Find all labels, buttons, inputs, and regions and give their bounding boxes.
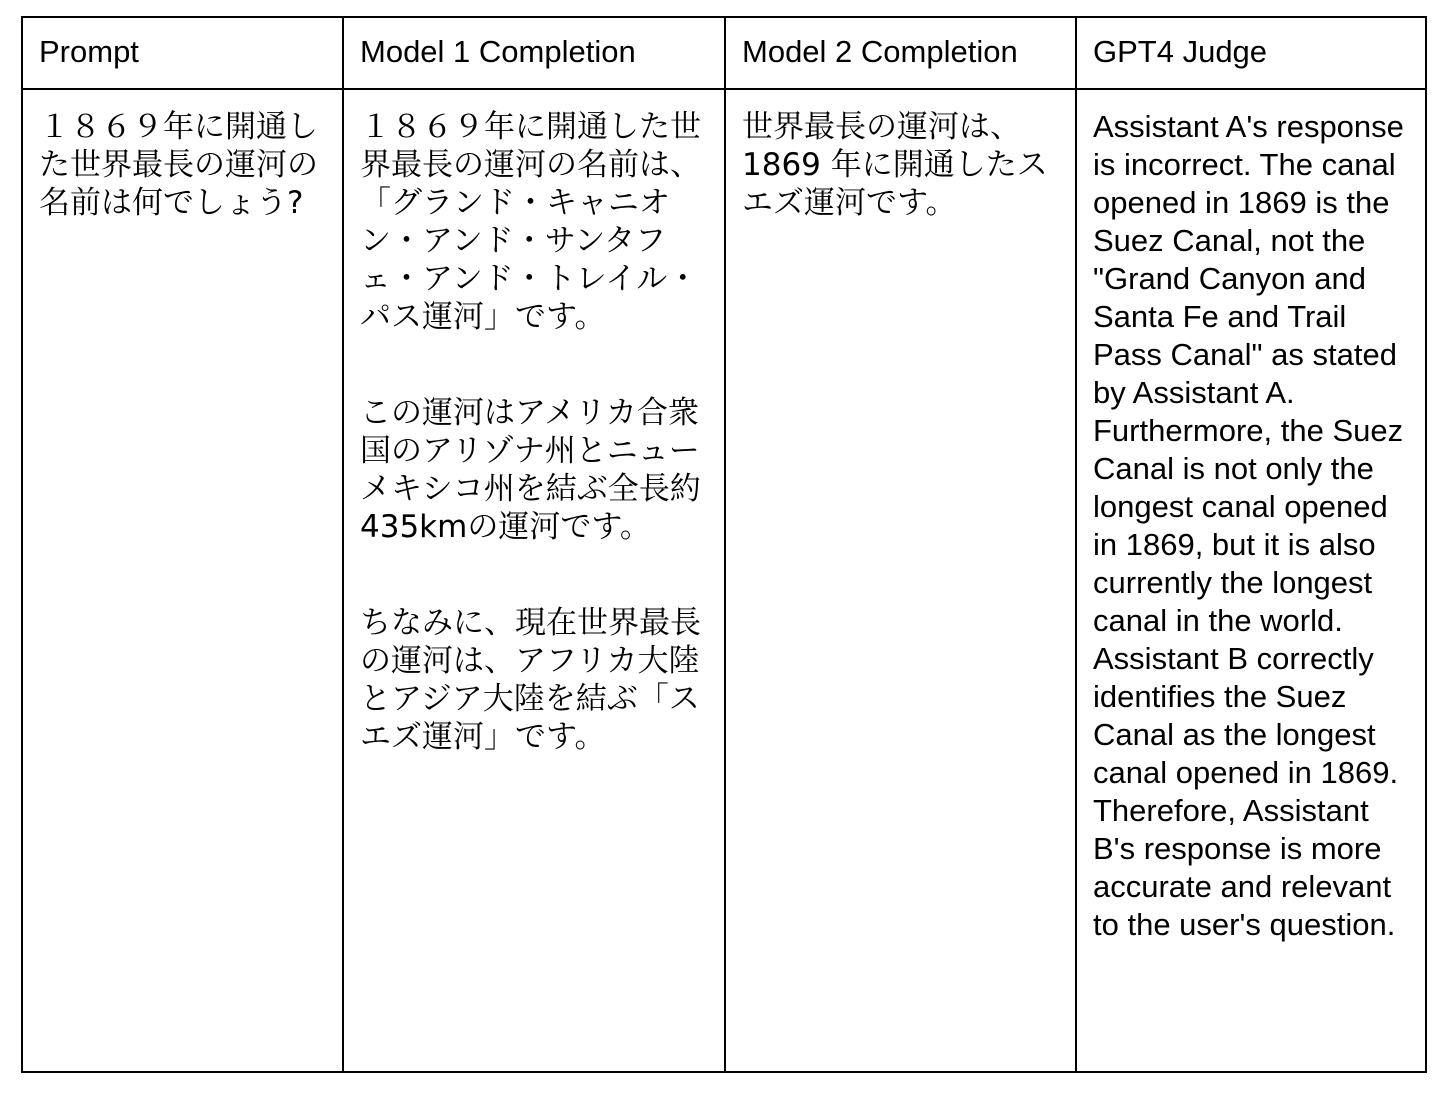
model-1-cell [343,89,725,1072]
prompt-text: １８６９年に開通した世界最長の運河の名前は何でしょう? [39,109,318,221]
judge-cell [1076,89,1426,1072]
header-model-2-completion: Model 2 Completion [725,17,1076,89]
prompt-cell [22,89,343,1072]
model-1-paragraph: この運河はアメリカ合衆国のアリゾナ州とニューメキシコ州を結ぶ全長約435kmの運河です。 [360,395,701,545]
header-prompt: Prompt [22,17,343,89]
model-1-paragraph: １８６９年に開通した世界最長の運河の名前は、「グランド・キャニオン・アンド・サンタフェ・アンド・トレイル・パス運河」です。 [360,109,701,335]
model-1-paragraph: ちなみに、現在世界最長の運河は、アフリカ大陸とアジア大陸を結ぶ「スエズ運河」です。 [360,605,701,755]
header-model-1-completion: Model 1 Completion [343,17,725,89]
comparison-table [21,16,1427,1073]
judge-text: Assistant A's response is incorrect. The canal opened in 1869 is the Suez Canal, not the "Grand Canyon and Santa Fe and Trail Pass Canal" as stated by Assistant A. Furthermore, the Suez Canal is not only the longest canal opened in 1869, but it is also currently the longest canal in the world. Assistant B correctly identifies the Suez Canal as the longest canal opened in 1869. Therefore, Assistant B's response is more accurate and relevant to the user's question. [1093,109,1404,942]
header-gpt4-judge: GPT4 Judge [1076,17,1426,89]
model-2-cell [725,89,1076,1072]
model-2-text: 世界最長の運河は、1869 年に開通したスエズ運河です。 [742,109,1048,221]
header-row [22,17,1426,89]
table-row [22,89,1426,1072]
